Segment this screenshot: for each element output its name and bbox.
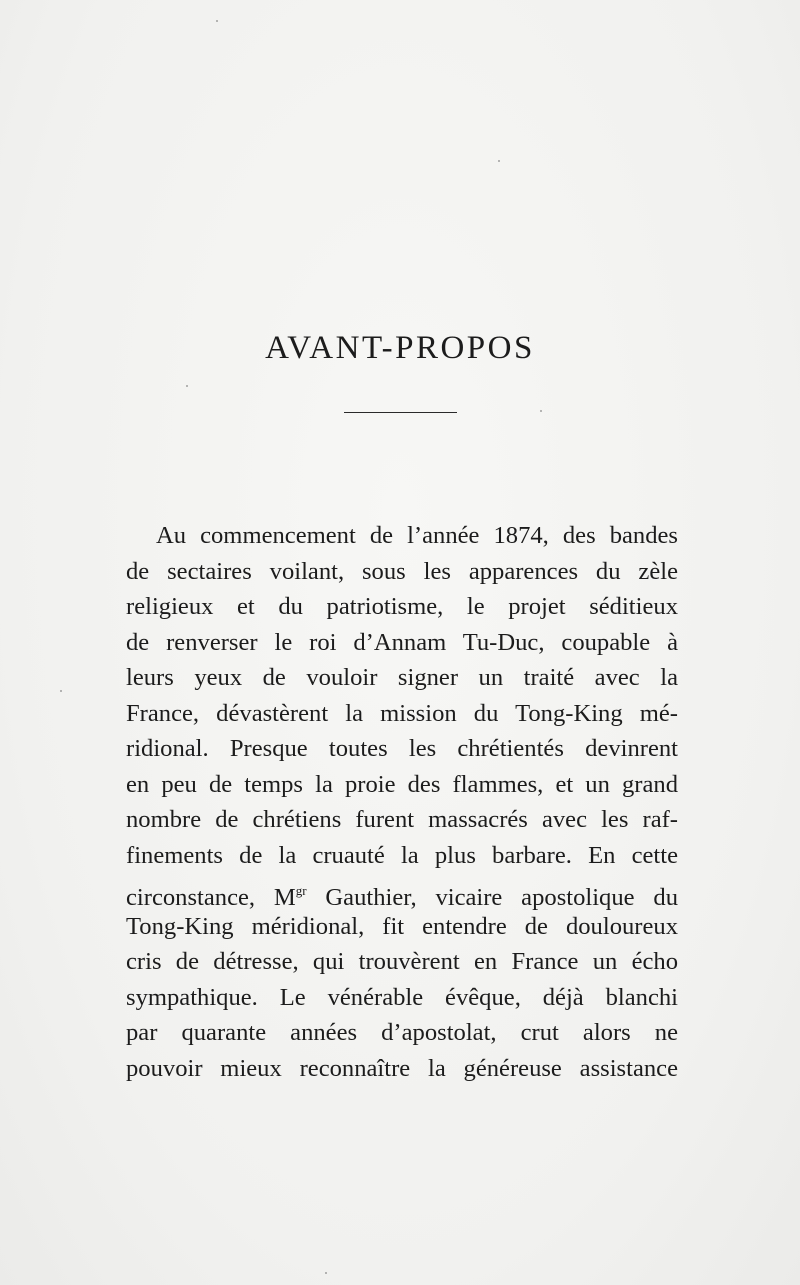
text-line: de sectaires voilant, sous les apparences du zèle — [126, 557, 678, 585]
text-fragment: circonstance, — [126, 884, 256, 911]
text-line: religieux et du patriotisme, le projet séditieux — [126, 593, 678, 620]
text-line: Au commencement de l’année 1874, des bandes — [156, 522, 678, 549]
bleed-through-texture — [128, 88, 688, 124]
text-line: de renverser le roi d’Annam Tu-Duc, coupable à — [126, 628, 678, 656]
text-line: sympathique. Le vénérable évêque, déjà blanchi — [126, 983, 678, 1011]
text-line: ridional. Presque toutes les chrétientés devinrent — [126, 735, 678, 762]
honorific-abbrev: M — [273, 884, 296, 911]
text-line: par quarante années d’apostolat, crut alors ne — [126, 1019, 678, 1046]
paper-speck — [60, 690, 62, 692]
text-line: en peu de temps la proie des flammes, et un grand — [126, 770, 678, 798]
paper-speck — [498, 160, 500, 162]
text-line: Tong-King méridional, fit entendre de douloureux — [126, 912, 678, 940]
text-fragment: Gauthier, vicaire apostolique du — [306, 884, 678, 911]
text-line: France, dévastèrent la mission du Tong-King mé- — [126, 699, 678, 727]
text-line: cris de détresse, qui trouvèrent en France un écho — [126, 948, 678, 975]
page-title: AVANT-PROPOS — [265, 330, 535, 366]
paper-speck — [186, 385, 188, 387]
text-line: nombre de chrétiens furent massacrés avec les raf- — [126, 806, 678, 833]
honorific-superscript: gr — [295, 883, 307, 898]
paper-speck — [216, 20, 218, 22]
paper-speck — [325, 1272, 327, 1274]
text-line: leurs yeux de vouloir signer un traité avec la — [126, 664, 678, 691]
text-line-with-title — [126, 873, 678, 909]
title-divider — [344, 412, 457, 413]
text-line: finements de la cruauté la plus barbare. En cette — [126, 841, 678, 869]
text-line: pouvoir mieux reconnaître la généreuse assistance — [126, 1054, 678, 1082]
paper-speck — [540, 410, 542, 412]
body-paragraph — [126, 518, 678, 1086]
